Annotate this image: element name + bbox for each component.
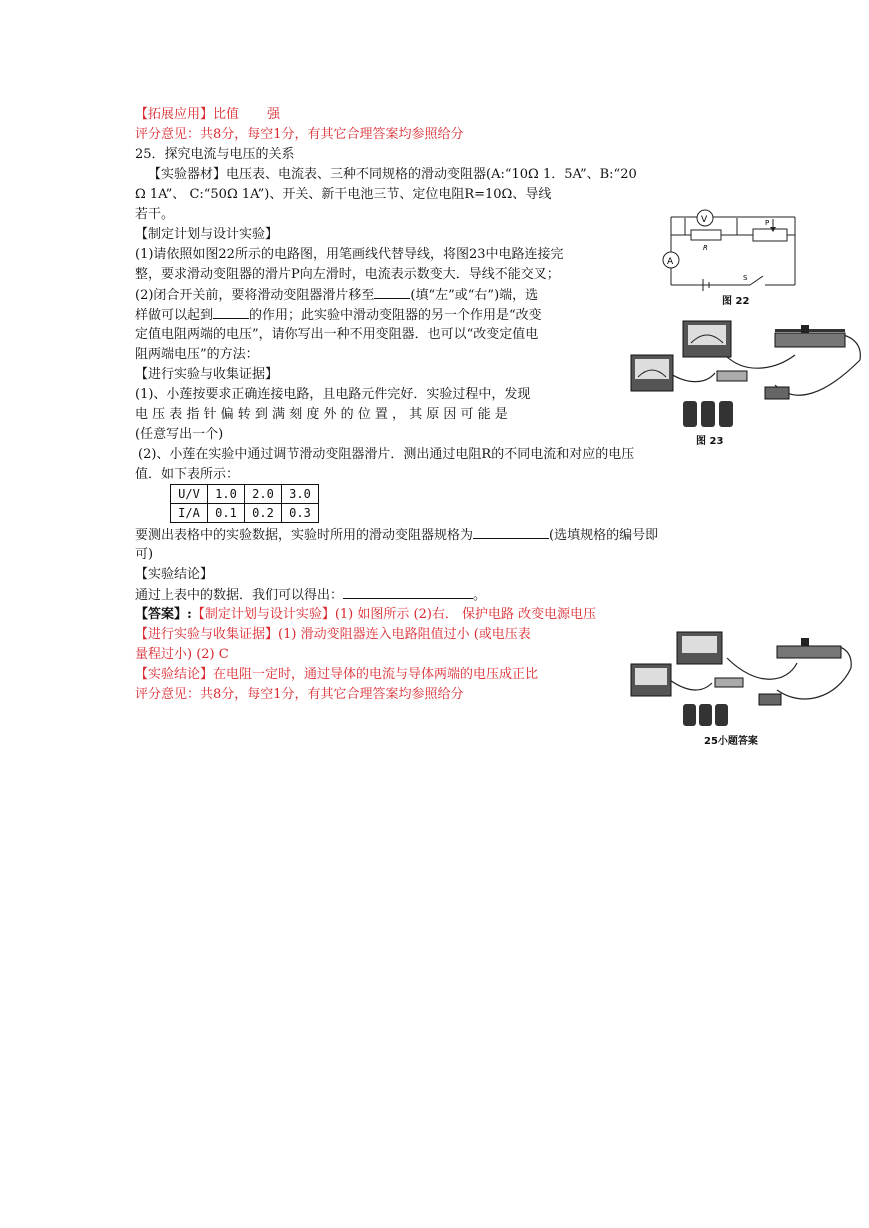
blank-end-side[interactable]: [374, 286, 410, 299]
collect-1b: 电 压 表 指 针 偏 转 到 满 刻 度 外 的 位 置 ， 其 原 因 可 能 是: [135, 407, 508, 422]
label-a: A: [667, 257, 674, 267]
table-cell: 3.0: [282, 485, 319, 504]
q25-title: 25．探究电流与电压的关系: [135, 147, 295, 162]
answer-battery-cells: [683, 704, 728, 726]
answer-conclusion-label: 【实验结论】: [135, 667, 214, 682]
collect-2b: 值．如下表所示：: [135, 467, 240, 482]
table-cell: 0.2: [245, 504, 282, 523]
table-cell: 1.0: [208, 485, 245, 504]
rheostat-device: [775, 325, 845, 347]
blank-conclusion[interactable]: [343, 586, 473, 599]
conclusion-pre: 通过上表中的数据．我们可以得出：: [135, 588, 344, 603]
answer-score: 评分意见：共8分，每空1分，有其它合理答案均参照给分: [135, 687, 464, 702]
answer-switch: [759, 694, 781, 705]
table-row: [171, 504, 319, 523]
ext-score: 评分意见：共8分，每空1分，有其它合理答案均参照给分: [135, 127, 464, 142]
collect-1a: (1)、小莲按要求正确连接电路，且电路元件完好．实验过程中，发现: [135, 387, 531, 402]
figure-23-apparatus: [625, 315, 865, 440]
after-table-a: [135, 526, 658, 545]
table-cell: U/V: [171, 485, 208, 504]
after-table-a-post: (选填规格的编号即: [549, 528, 659, 543]
ext-answer-b: 强: [267, 107, 281, 122]
answer-resistor: [715, 678, 743, 687]
figure-22-circuit: [655, 205, 805, 305]
switch-device: [765, 387, 789, 399]
conclusion-label: 【实验结论】: [135, 567, 214, 582]
table-cell: 0.3: [282, 504, 319, 523]
answer-line-4: [135, 666, 538, 684]
materials-label: 【实验器材】: [148, 167, 227, 182]
materials-text-1: 电压表、电流表、三种不同规格的滑动变阻器(A:“10Ω 1．5A”、B:“20: [226, 167, 637, 182]
answer-plan-text: (1) 如图所示 (2)右． 保护电路 改变电源电压: [334, 607, 597, 622]
collect-label: 【进行实验与收集证据】: [135, 367, 279, 382]
resistor-r: [691, 230, 721, 240]
label-r: R: [703, 244, 708, 252]
answer-line-1: [135, 606, 596, 624]
ammeter-device: [631, 355, 673, 391]
figure-25-answer: [627, 628, 857, 738]
answer-voltmeter: [677, 632, 722, 664]
figure-23-caption: 图 23: [696, 436, 724, 447]
materials-line-1: [148, 166, 637, 184]
answer-label: 【答案】:: [135, 607, 192, 622]
plan-2a: [135, 286, 538, 305]
plan-2b-post: 的作用；此实验中滑动变阻器的另一个作用是“改变: [249, 308, 542, 323]
plan-2b-pre: 样做可以起到: [135, 308, 214, 323]
plan-label: 【制定计划与设计实验】: [135, 227, 279, 242]
answer-rheostat: [777, 638, 841, 658]
materials-line-2: Ω 1A”、 C:“50Ω 1A”)、开关、新干电池三节、定位电阻R=10Ω、导线: [135, 187, 552, 202]
conclusion-post: 。: [473, 588, 487, 603]
plan-2a-post: (填“左”或“右”)端，选: [410, 288, 539, 303]
battery-cells: [683, 401, 733, 427]
data-table: [170, 484, 319, 523]
table-cell: I/A: [171, 504, 208, 523]
plan-2d: 阻两端电压”的方法：: [135, 347, 259, 362]
table-cell: 2.0: [245, 485, 282, 504]
ext-answer-a: 比值: [213, 107, 240, 122]
label-p: P: [765, 219, 770, 227]
collect-2a: (2)、小莲在实验中通过调节滑动变阻器滑片．测出通过电阻R的不同电流和对应的电压: [138, 447, 635, 462]
answer-ammeter: [631, 664, 671, 696]
label-s: S: [743, 274, 748, 282]
table-row: [171, 485, 319, 504]
resistor-device: [717, 371, 747, 381]
label-v: V: [701, 215, 708, 225]
plan-1b: 整，要求滑动变阻器的滑片P向左滑时，电流表示数变大．导线不能交叉；: [135, 267, 560, 282]
answer-line-3: 量程过小) (2) C: [135, 647, 229, 662]
plan-2a-pre: (2)闭合开关前，要将滑动变阻器滑片移至: [135, 288, 375, 303]
answer-line-2: [135, 626, 531, 644]
conclusion-line: [135, 586, 486, 605]
plan-2b: [135, 306, 542, 325]
answer-conclusion-text: 在电阻一定时，通过导体的电流与导体两端的电压成正比: [213, 667, 539, 682]
ext-answer-line: [135, 106, 280, 124]
answer-plan-label: 【制定计划与设计实验】: [191, 607, 335, 622]
plan-2c: 定值电阻两端的电压”，请你写出一种不用变阻器．也可以“改变定值电: [135, 327, 539, 342]
blank-purpose[interactable]: [213, 306, 249, 319]
answer-collect-text-a: (1) 滑动变阻器连入电路阻值过小 (或电压表: [278, 627, 531, 642]
voltmeter-device: [683, 321, 731, 357]
table-cell: 0.1: [208, 504, 245, 523]
collect-1c: (任意写出一个): [135, 427, 224, 442]
ext-label: 【拓展应用】: [135, 107, 214, 122]
plan-1a: (1)请依照如图22所示的电路图，用笔画线代替导线，将图23中电路连接完: [135, 247, 564, 262]
blank-rheostat-spec[interactable]: [473, 526, 549, 539]
after-table-a-pre: 要测出表格中的实验数据，实验时所用的滑动变阻器规格为: [135, 528, 474, 543]
rheostat: [753, 229, 787, 241]
answer-collect-label: 【进行实验与收集证据】: [135, 627, 279, 642]
materials-line-3: 若干。: [135, 207, 175, 222]
figure-25-answer-caption: 25小题答案: [704, 736, 758, 747]
after-table-b: 可): [135, 547, 154, 562]
figure-22-caption: 图 22: [722, 296, 750, 307]
